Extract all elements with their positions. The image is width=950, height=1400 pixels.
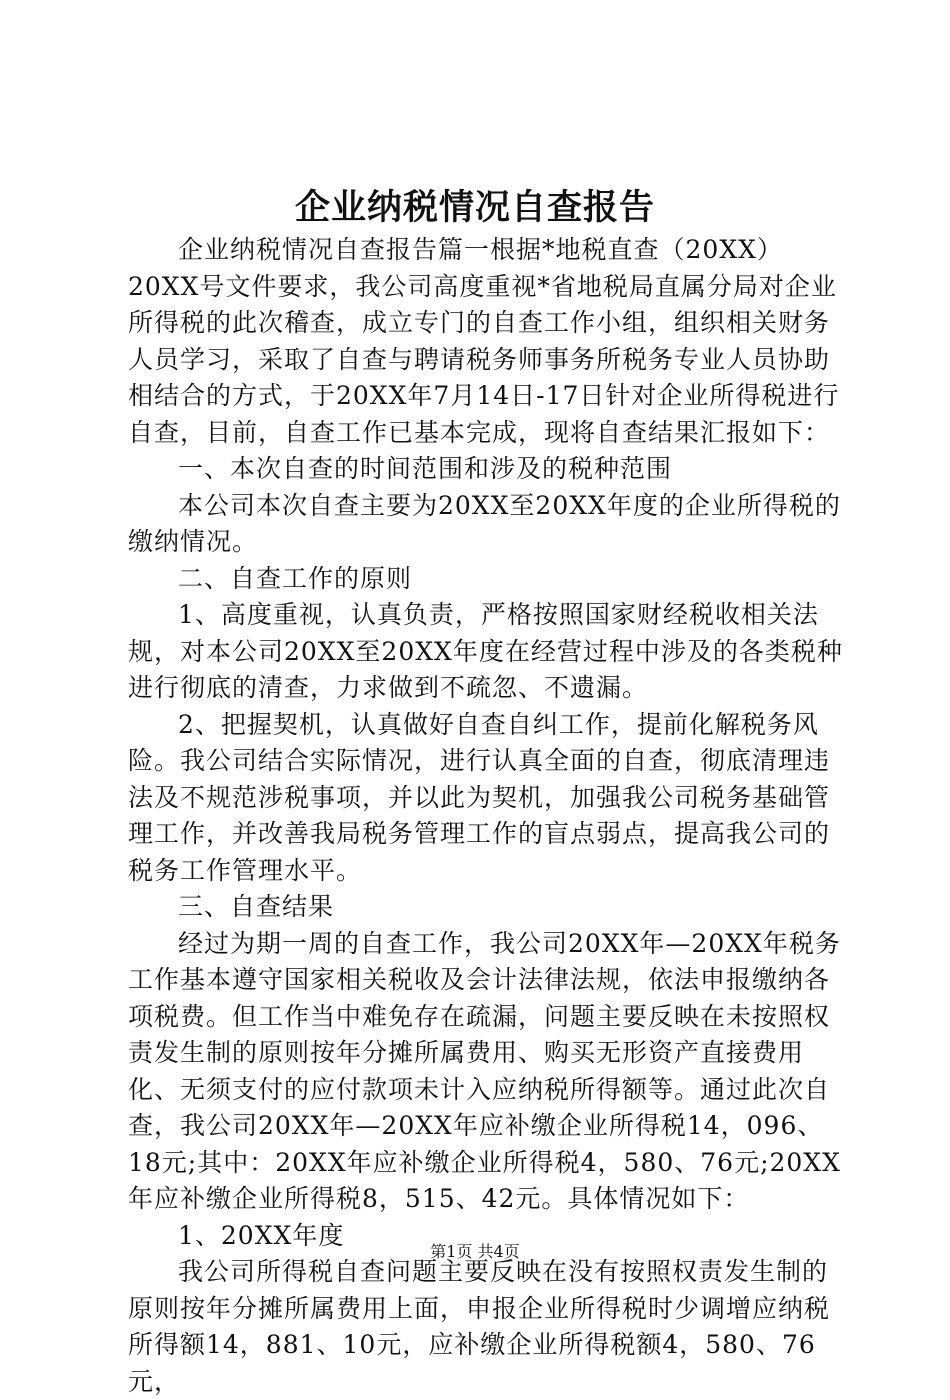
paragraph-results: 经过为期一周的自查工作，我公司20XX年—20XX年税务工作基本遵守国家相关税收及会计法律法规，依法申报缴纳各项税费。但工作当中难免存在疏漏，问题主要反映在未按照权责发生制的原则按年分摊所属费用、购买无形资产直接费用化、无须支付的应付款项未计入应纳税所得额等。通过此次自查，我公司20XX年—20XX年应补缴企业所得税14，096、18元;其中：20XX年应补缴企业所得税4，580、76元;20XX年应补缴企业所得税8，515、42元。具体情况如下： (128, 928, 841, 1213)
section-heading-1: 一、本次自查的时间范围和涉及的税种范围 (178, 454, 673, 483)
paragraph-year-detail: 我公司所得税自查问题主要反映在没有按照权责发生制的原则按年分摊所属费用上面，申报企业所得税时少调增应纳税所得额14，881、10元，应补缴企业所得税额4，580、76元， (128, 1257, 831, 1396)
subsection-heading-year: 1、20XX年度 (178, 1220, 345, 1250)
paragraph-principle-1: 1、高度重视，认真负责，严格按照国家财经税收相关法规，对本公司20XX至20XX年度在经营过程中涉及的各类税种进行彻底的清查，力求做到不疏忽、不遗漏。 (128, 600, 843, 702)
paragraph-intro: 企业纳税情况自查报告篇一根据*地税直查（20XX）20XX号文件要求，我公司高度重视*省地税局直属分局对企业所得税的此次稽查，成立专门的自查工作小组，组织相关财务人员学习，采取了自查与聘请税务师事务所税务专业人员协助相结合的方式，于20XX年7月14日-17日针对企业所得税进行自查，目前，自查工作已基本完成，现将自查结果汇报如下： (128, 235, 840, 447)
page-footer: 第1页 共4页 (430, 1242, 520, 1261)
document-body (128, 232, 848, 1400)
paragraph-scope: 本公司本次自查主要为20XX至20XX年度的企业所得税的缴纳情况。 (128, 490, 841, 556)
paragraph-principle-2: 2、把握契机，认真做好自查自纠工作，提前化解税务风险。我公司结合实际情况，进行认真全面的自查，彻底清理违法及不规范涉税事项，并以此为契机，加强我公司税务基础管理工作，并改善我局税务管理工作的盲点弱点，提高我公司的税务工作管理水平。 (128, 709, 831, 885)
section-heading-2: 二、自查工作的原则 (178, 563, 413, 593)
document-title: 企业纳税情况自查报告 (294, 187, 655, 228)
section-heading-3: 三、自查结果 (178, 892, 335, 921)
